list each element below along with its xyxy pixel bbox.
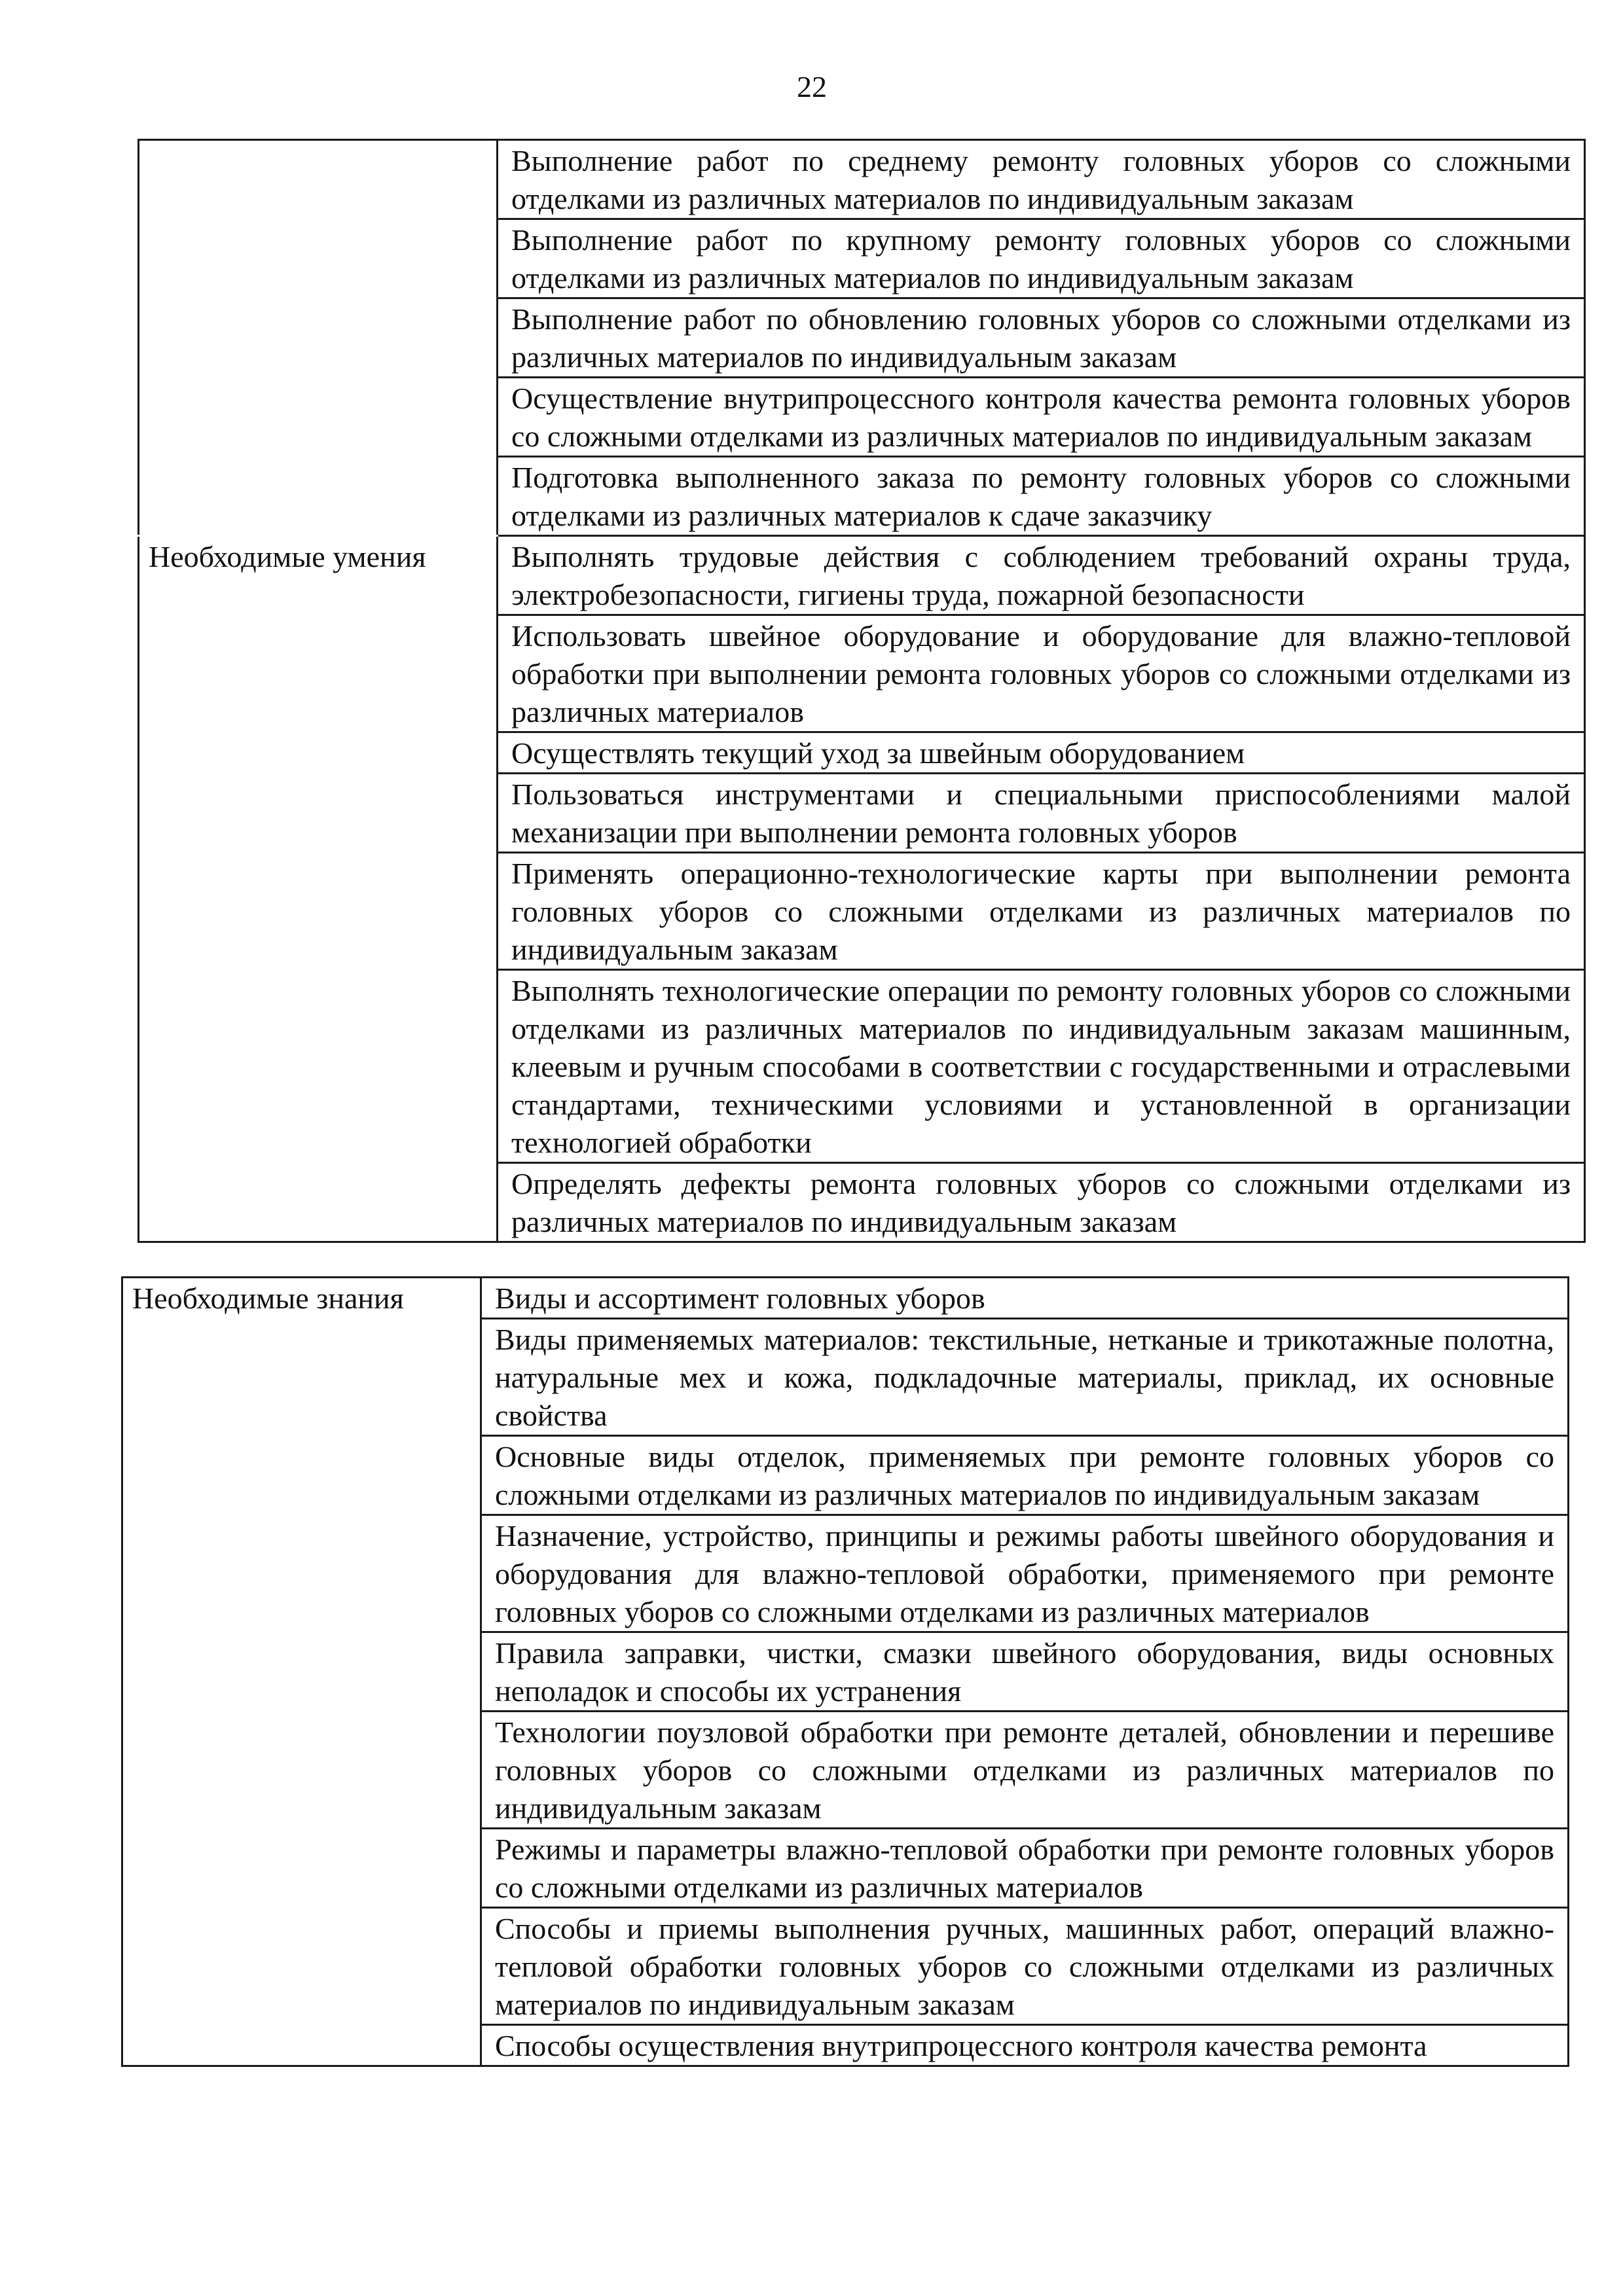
requirement-cell: Подготовка выполненного заказа по ремонту головных уборов со сложными отделками из различных материалов к сдаче заказчику xyxy=(498,457,1585,536)
requirement-cell: Применять операционно-технологические карты при выполнении ремонта головных уборов со сложными отделками из различных материалов по индивидуальным заказам xyxy=(498,853,1585,970)
requirement-cell: Использовать швейное оборудование и оборудование для влажно-тепловой обработки при выполнении ремонта головных уборов со сложными отделками из различных материалов xyxy=(498,615,1585,732)
requirement-cell: Технологии поузловой обработки при ремонте деталей, обновлении и перешиве головных уборов со сложными отделками из различных материалов по индивидуальным заказам xyxy=(481,1712,1569,1829)
requirement-cell: Выполнять трудовые действия с соблюдением требований охраны труда, электробезопасности, гигиены труда, пожарной безопасности xyxy=(498,536,1585,615)
category-label-knowledge: Необходимые знания xyxy=(132,1282,404,1315)
table-row xyxy=(122,1278,1569,1319)
table-row xyxy=(139,536,1585,615)
requirement-cell: Определять дефекты ремонта головных уборов со сложными отделками из различных материалов по индивидуальным заказам xyxy=(498,1163,1585,1242)
page-number: 22 xyxy=(797,70,827,103)
knowledge-table xyxy=(121,1276,1569,2067)
requirement-cell: Назначение, устройство, принципы и режимы работы швейного оборудования и оборудования для влажно-тепловой обработки, применяемого при ремонте головных уборов со сложными отделками из различных материалов xyxy=(481,1515,1569,1632)
requirement-cell: Осуществлять текущий уход за швейным оборудованием xyxy=(498,732,1585,774)
category-cell-knowledge xyxy=(122,1278,481,2066)
requirement-cell: Виды применяемых материалов: текстильные, нетканые и трикотажные полотна, натуральные мех и кожа, подкладочные материалы, приклад, их основные свойства xyxy=(481,1319,1569,1436)
requirements-table xyxy=(137,139,1586,1243)
category-label-skills: Необходимые умения xyxy=(149,540,426,573)
table-row xyxy=(139,140,1585,219)
requirement-cell: Выполнение работ по среднему ремонту головных уборов со сложными отделками из различных материалов по индивидуальным заказам xyxy=(498,140,1585,219)
requirement-cell: Осуществление внутрипроцессного контроля качества ремонта головных уборов со сложными отделками из различных материалов по индивидуальным заказам xyxy=(498,378,1585,457)
requirement-cell: Виды и ассортимент головных уборов xyxy=(481,1278,1569,1319)
requirement-cell: Режимы и параметры влажно-тепловой обработки при ремонте головных уборов со сложными отделками из различных материалов xyxy=(481,1829,1569,1908)
requirement-cell: Пользоваться инструментами и специальными приспособлениями малой механизации при выполнении ремонта головных уборов xyxy=(498,774,1585,853)
requirement-cell: Способы осуществления внутрипроцессного контроля качества ремонта xyxy=(481,2025,1569,2066)
requirement-cell: Способы и приемы выполнения ручных, машинных работ, операций влажно-тепловой обработки головных уборов со сложными отделками из различных материалов по индивидуальным заказам xyxy=(481,1908,1569,2025)
requirement-cell: Выполнение работ по обновлению головных уборов со сложными отделками из различных материалов по индивидуальным заказам xyxy=(498,298,1585,378)
requirement-cell: Выполнение работ по крупному ремонту головных уборов со сложными отделками из различных материалов по индивидуальным заказам xyxy=(498,219,1585,298)
requirement-cell: Выполнять технологические операции по ремонту головных уборов со сложными отделками из различных материалов по индивидуальным заказам машинным, клеевым и ручным способами в соответствии с государственными и отраслевыми стандартами, техническими условиями и установленной в организации технологией обработки xyxy=(498,970,1585,1163)
requirement-cell: Основные виды отделок, применяемых при ремонте головных уборов со сложными отделками из различных материалов по индивидуальным заказам xyxy=(481,1436,1569,1515)
category-cell-continued xyxy=(139,140,498,536)
requirement-cell: Правила заправки, чистки, смазки швейного оборудования, виды основных неполадок и способы их устранения xyxy=(481,1632,1569,1712)
category-cell-skills xyxy=(139,536,498,1242)
